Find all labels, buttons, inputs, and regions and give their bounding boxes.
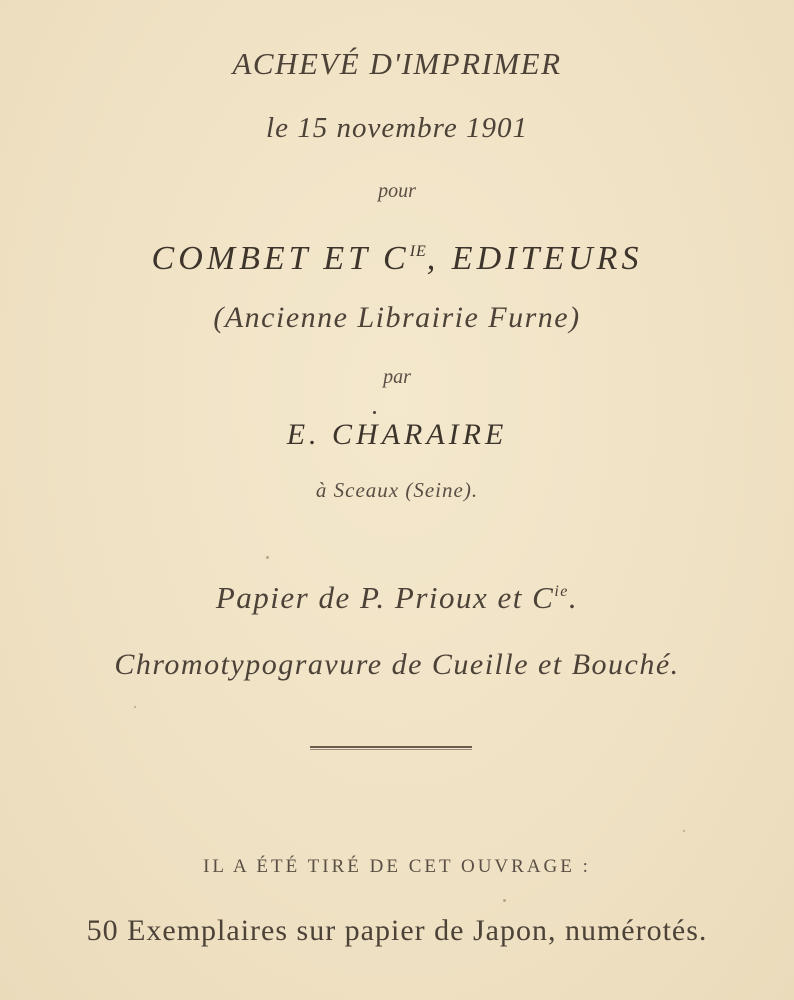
print-date: le 15 novembre 1901 <box>266 112 528 144</box>
printer-name: E. CHARAIRE <box>286 418 508 451</box>
chromo-credit: Chromotypogravure de Cueille et Bouché. <box>114 648 680 681</box>
for-label: pour <box>378 180 416 202</box>
colophon-heading: ACHEVÉ D'IMPRIMER <box>232 46 562 81</box>
paper-speck <box>683 830 685 832</box>
publisher-superscript: IE <box>409 243 427 260</box>
publisher-suffix: , EDITEURS <box>426 240 643 277</box>
publisher-name <box>0 240 794 278</box>
paper-superscript: ie <box>554 583 569 600</box>
paper-credit-text: Papier de P. Prioux et C <box>215 580 555 615</box>
former-name: (Ancienne Librairie Furne) <box>213 301 581 334</box>
paper-speck <box>134 706 136 708</box>
by-label: par <box>383 366 411 388</box>
publisher-name-text: COMBET ET C <box>151 240 410 277</box>
divider-rule <box>310 746 472 748</box>
printer-city: à Sceaux (Seine). <box>315 478 479 502</box>
paper-speck <box>373 411 376 414</box>
paper-speck <box>266 556 269 559</box>
paper-speck <box>503 899 506 902</box>
paper-credit <box>0 580 794 616</box>
paper-credit-end: . <box>568 580 579 615</box>
print-run-note: IL A ÉTÉ TIRÉ DE CET OUVRAGE : <box>203 856 591 877</box>
print-run-count: 50 Exemplaires sur papier de Japon, numérotés. <box>86 914 708 947</box>
